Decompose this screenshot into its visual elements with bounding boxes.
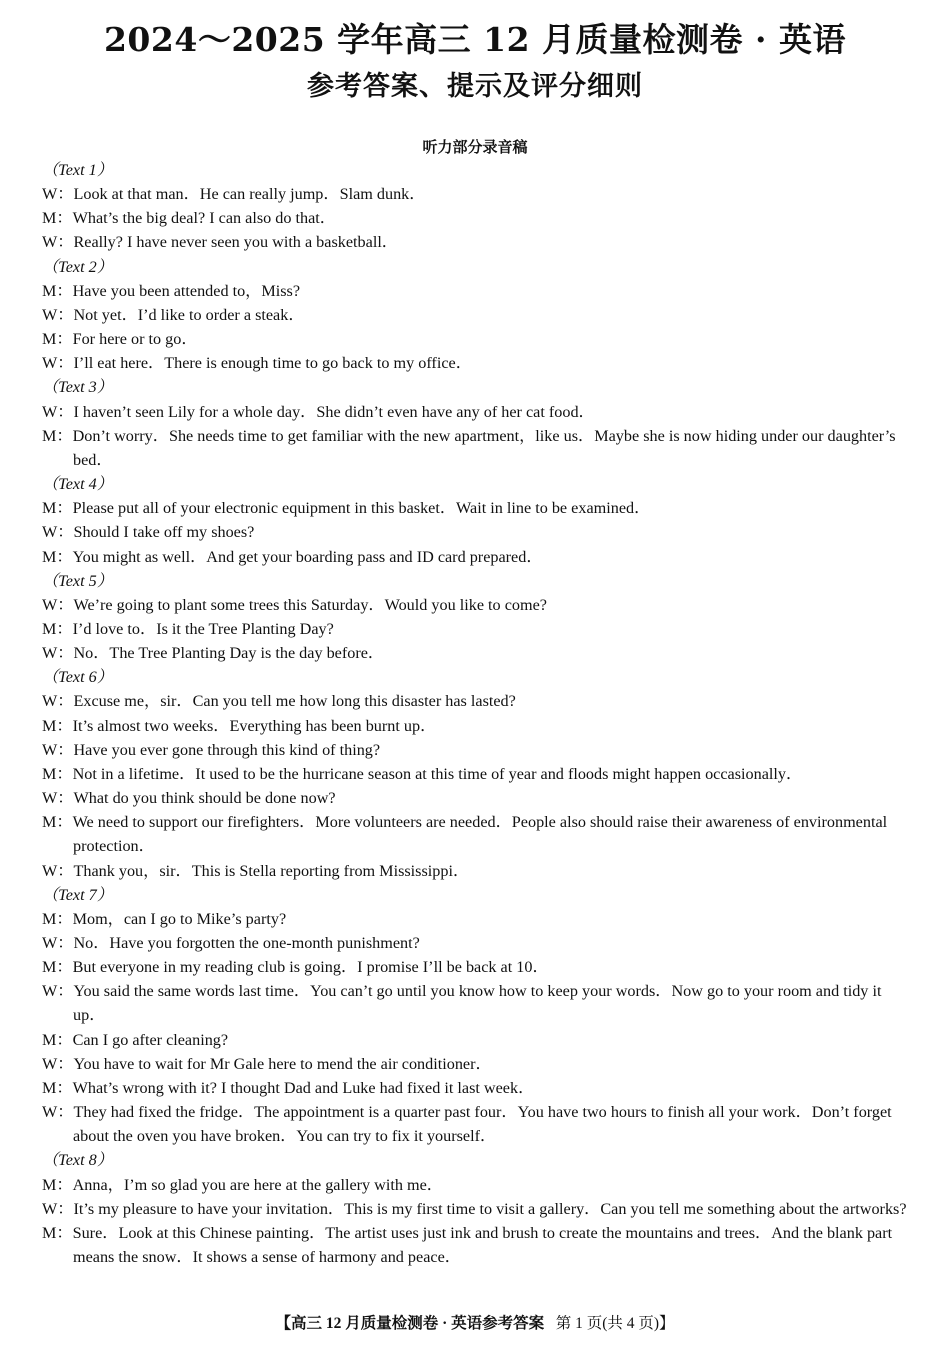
dialogue-line: M：Have you been attended to，Miss?: [42, 281, 301, 300]
dialogue-line: W：What do you think should be done now?: [42, 789, 336, 808]
dialogue-line: W：Excuse me，sir．Can you tell me how long this disaster has lasted?: [42, 692, 516, 711]
dialogue-line: W：We’re going to plant some trees this Saturday．Would you like to come?: [42, 595, 547, 614]
footer-page-number: 第 1 页(共 4 页)】: [555, 1315, 675, 1332]
dialogue-label: （Text 3）: [42, 378, 113, 397]
dialogue-line: M：Can I go after cleaning?: [42, 1030, 229, 1049]
dialogue-block: [42, 883, 912, 1149]
dialogue-line: W：Should I take off my shoes?: [42, 523, 255, 542]
dialogue-line: W：No．Have you forgotten the one-month punishment?: [42, 934, 420, 952]
dialogue-line: W：It’s my pleasure to have your invitation．This is my first time to visit a gallery．Can you tell me something about the artworks?: [42, 1199, 907, 1218]
page-subtitle: 参考答案、提示及评分细则: [307, 71, 643, 102]
page-title: 2024～2025 学年高三 12 月质量检测卷 · 英语: [103, 20, 847, 59]
dialogue-label: （Text 6）: [42, 668, 113, 687]
dialogue-line: M：Sure．Look at this Chinese painting．The artist uses just ink and brush to create the mountains and trees．And the blank part means the snow．It shows a sense of harmony and peace．: [42, 1223, 893, 1267]
dialogue-block: [42, 569, 912, 666]
dialogue-line: W：Not yet．I’d like to order a steak．: [42, 305, 305, 324]
dialogue-block: [42, 1148, 912, 1269]
dialogue-label: （Text 8）: [42, 1151, 113, 1170]
dialogue-block: [42, 255, 912, 376]
dialogue-line: W：No．The Tree Planting Day is the day before．: [42, 644, 385, 663]
dialogue-line: W：Look at that man．He can really jump．Slam dunk．: [42, 185, 426, 204]
dialogue-line: W：Really? I have never seen you with a basketball．: [42, 233, 398, 252]
listening-transcript: [42, 158, 912, 1269]
dialogue-line: W：They had fixed the fridge．The appointment is a quarter past four．You have two hours to finish all your work．Don’t forget about the oven you have broken．You can try to fix it yourself．: [42, 1103, 892, 1146]
dialogue-label: （Text 4）: [42, 475, 113, 494]
dialogue-line: W：I’ll eat here．There is enough time to go back to my office．: [42, 354, 472, 373]
dialogue-line: W：Have you ever gone through this kind of thing?: [42, 740, 381, 759]
dialogue-line: M：We need to support our firefighters．More volunteers are needed．People also should raise their awareness of environmental protection．: [42, 813, 888, 856]
dialogue-line: M：Don’t worry．She needs time to get familiar with the new apartment，like us．Maybe she is now hiding under our daughter’s bed．: [42, 426, 896, 469]
dialogue-line: W：Thank you，sir．This is Stella reporting from Mississippi．: [42, 861, 470, 880]
dialogue-block: [42, 158, 912, 255]
page-footer: [0, 1311, 950, 1333]
section-title: 听力部分录音稿: [422, 138, 528, 156]
dialogue-block: [42, 665, 912, 882]
dialogue-line: M：Mom，can I go to Mike’s party?: [42, 909, 287, 928]
dialogue-block: [42, 472, 912, 569]
dialogue-label: （Text 7）: [42, 885, 113, 904]
dialogue-line: M：But everyone in my reading club is going．I promise I’ll be back at 10．: [42, 958, 549, 977]
dialogue-label: （Text 2）: [42, 257, 113, 276]
dialogue-label: （Text 1）: [42, 161, 113, 179]
dialogue-line: M：What’s wrong with it? I thought Dad and Luke had fixed it last week．: [42, 1078, 535, 1097]
dialogue-line: W：You said the same words last time．You can’t go until you know how to keep your words．Now go to your room and tidy it up．: [42, 982, 882, 1025]
dialogue-line: M：It’s almost two weeks．Everything has been burnt up．: [42, 716, 437, 735]
footer-title: 【高三 12 月质量检测卷 · 英语参考答案: [275, 1315, 545, 1332]
dialogue-line: M：For here or to go．: [42, 330, 198, 349]
dialogue-block: [42, 375, 912, 472]
dialogue-line: M：Anna，I’m so glad you are here at the gallery with me．: [42, 1175, 443, 1194]
dialogue-line: M：What’s the big deal? I can also do that．: [42, 209, 336, 228]
dialogue-line: M：Please put all of your electronic equipment in this basket．Wait in line to be examined．: [42, 499, 651, 518]
dialogue-line: M：I’d love to．Is it the Tree Planting Day?: [42, 619, 334, 638]
dialogue-label: （Text 5）: [42, 571, 113, 590]
dialogue-line: M：You might as well．And get your boarding pass and ID card prepared．: [42, 547, 543, 566]
dialogue-line: W：I haven’t seen Lily for a whole day．She didn’t even have any of her cat food．: [42, 402, 595, 421]
dialogue-line: M：Not in a lifetime．It used to be the hurricane season at this time of year and floods might happen occasionally．: [42, 764, 803, 783]
dialogue-line: W：You have to wait for Mr Gale here to mend the air conditioner．: [42, 1054, 492, 1073]
